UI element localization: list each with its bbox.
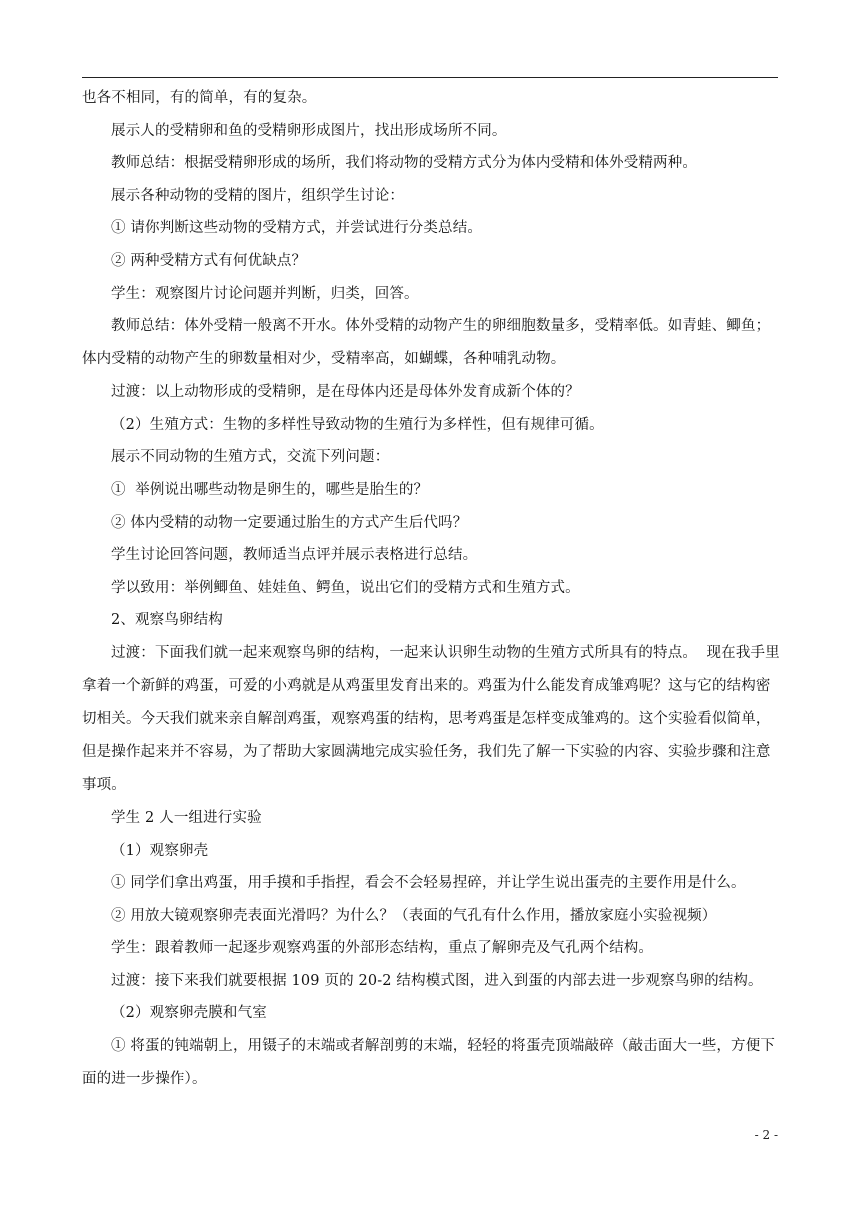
paragraph: 学生：观察图片讨论问题并判断，归类，回答。 (111, 285, 419, 302)
paragraph: 展示各种动物的受精的图片，组织学生讨论： (111, 187, 404, 204)
paragraph: 也各不相同，有的简单，有的复杂。 (82, 90, 317, 106)
paragraph: ② 用放大镜观察卵壳表面光滑吗？为什么？（表面的气孔有什么作用，播放家庭小实验视频） (111, 907, 717, 924)
paragraph: 展示不同动物的生殖方式，交流下列问题： (111, 449, 390, 466)
paragraph: ① 举例说出哪些动物是卵生的，哪些是胎生的？ (111, 481, 429, 498)
section-heading: 2、观察鸟卵结构 (111, 612, 223, 629)
paragraph: ② 体内受精的动物一定要通过胎生的方式产生后代吗？ (111, 514, 468, 531)
paragraph: 展示人的受精卵和鱼的受精卵形成图片，找出形成场所不同。 (111, 122, 507, 139)
paragraph: 学生讨论回答问题，教师适当点评并展示表格进行总结。 (111, 547, 478, 564)
paragraph: ① 将蛋的钝端朝上，用镊子的末端或者解剖剪的末端，轻轻的将蛋壳顶端敲碎（敲击面大一些，方便下面的进一步操作）。 (82, 1038, 776, 1088)
paragraph: （2）生殖方式：生物的多样性导致动物的生殖行为多样性，但有规律可循。 (111, 416, 604, 433)
paragraph: ① 同学们拿出鸡蛋，用手摸和手指捏，看会不会轻易捏碎，并让学生说出蛋壳的主要作用是什么。 (111, 875, 746, 892)
page-number: - 2 - (754, 1128, 778, 1142)
paragraph: 过渡：以上动物形成的受精卵，是在母体内还是母体外发育成新个体的？ (111, 384, 580, 401)
subsection-heading: （2）观察卵壳膜和气室 (111, 1005, 267, 1022)
subsection-heading: （1）观察卵壳 (111, 842, 209, 859)
paragraph: 学生：跟着教师一起逐步观察鸡蛋的外部形态结构，重点了解卵壳及气孔两个结构。 (111, 940, 654, 957)
paragraph: 过渡：下面我们就一起来观察鸟卵的结构，一起来认识卵生动物的生殖方式所具有的特点。 现在我手里拿着一个新鲜的鸡蛋，可爱的小鸡就是从鸡蛋里发育出来的。鸡蛋为什么能发育成雏鸡呢？这与它的结构密切相关。今天我们就来亲自解剖鸡蛋，观察鸡蛋的结构，思考鸡蛋是怎样变成雏鸡的。这个实验看似简单，但是操作起来并不容易，为了帮助大家圆满地完成实验任务，我们先了解一下实验的内容、实验步骤和注意事项。 (82, 644, 780, 793)
paragraph: 学生 2 人一组进行实验 (111, 809, 262, 826)
paragraph: ② 两种受精方式有何优缺点？ (111, 252, 307, 269)
paragraph: 教师总结：根据受精卵形成的场所，我们将动物的受精方式分为体内受精和体外受精两种。 (111, 155, 697, 172)
document-body (82, 88, 780, 1102)
paragraph: 教师总结：体外受精一般离不开水。体外受精的动物产生的卵细胞数量多，受精率低。如青蛙、鲫鱼；体内受精的动物产生的卵数量相对少，受精率高，如蝴蝶，各种哺乳动物。 (82, 318, 771, 368)
header-rule (82, 77, 778, 78)
paragraph: ① 请你判断这些动物的受精方式，并尝试进行分类总结。 (111, 220, 483, 237)
paragraph: 学以致用：举例鲫鱼、娃娃鱼、鳄鱼，说出它们的受精方式和生殖方式。 (111, 579, 580, 596)
paragraph: 过渡：接下来我们就要根据 109 页的 20-2 结构模式图，进入到蛋的内部去进一步观察鸟卵的结构。 (111, 972, 763, 989)
